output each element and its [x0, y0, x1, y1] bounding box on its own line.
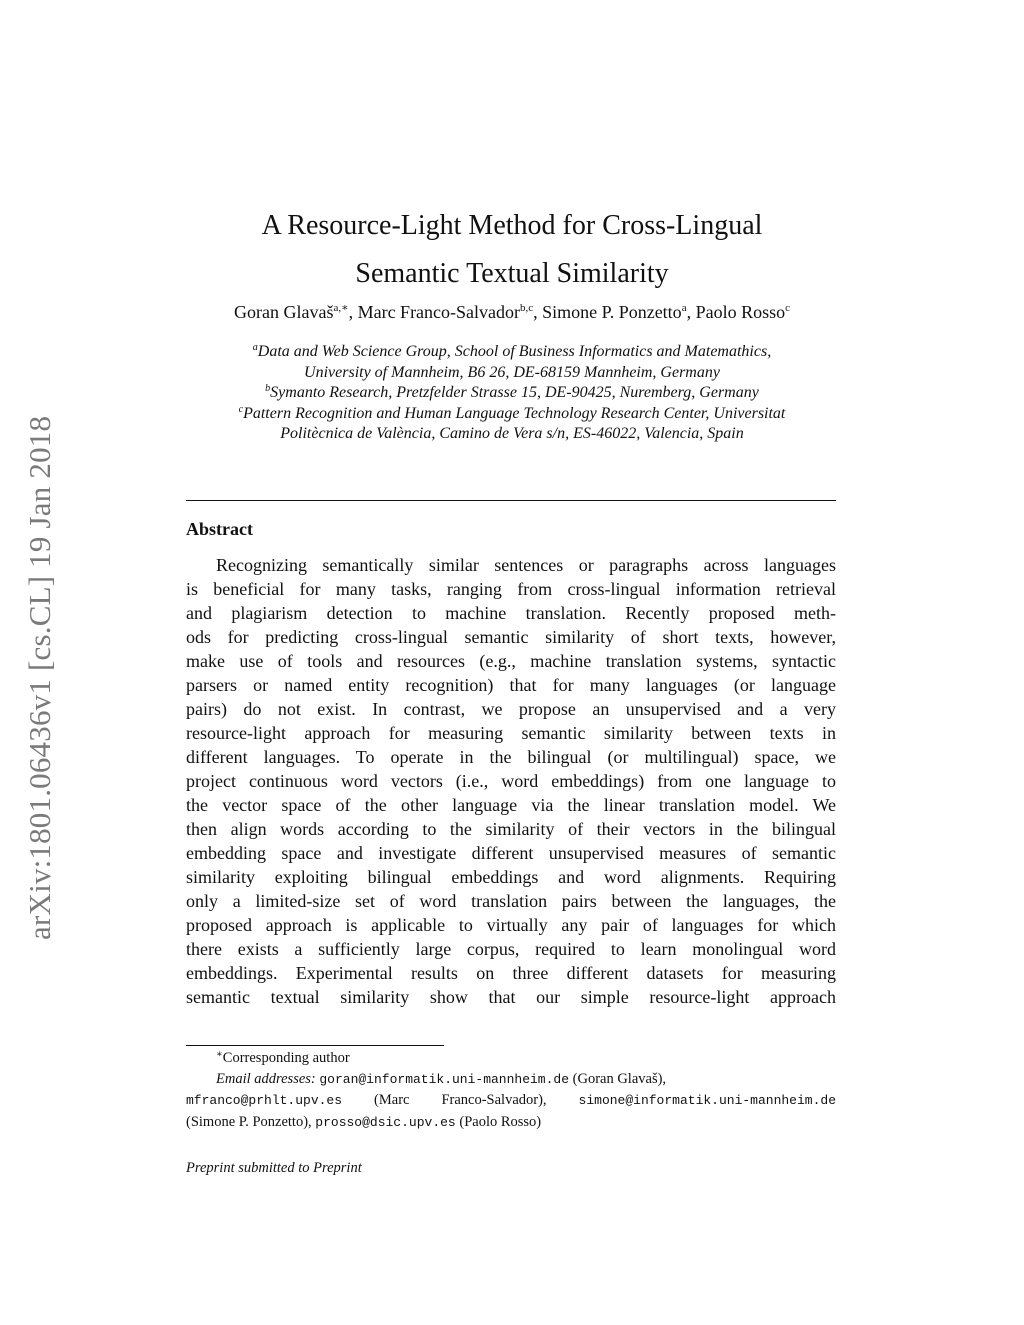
email-link[interactable]: mfranco@prhlt.upv.es: [186, 1093, 343, 1108]
email-owner: (Marc Franco-Salvador),: [374, 1092, 547, 1108]
footnote-email-line: [186, 1112, 836, 1134]
abstract-line: project continuous word vectors (i.e., word embeddings) from one language to: [186, 771, 836, 791]
title-line-1: A Resource-Light Method for Cross-Lingual: [261, 210, 763, 241]
author-separator: ,: [348, 302, 358, 322]
affiliation-mark: c: [238, 403, 244, 415]
abstract-top-rule: [186, 500, 836, 501]
abstract-body: [186, 553, 836, 1009]
email-link[interactable]: simone@informatik.uni-mannheim.de: [578, 1093, 836, 1108]
abstract-line: pairs) do not exist. In contrast, we propose an unsupervised and a very: [186, 699, 836, 719]
footnote-corresponding: [186, 1048, 836, 1069]
abstract-line: embeddings. Experimental results on three different datasets for measuring: [186, 963, 836, 983]
abstract-line: is beneficial for many tasks, ranging from cross-lingual information retrieval: [186, 579, 836, 599]
author-name: Marc Franco-Salvador: [357, 302, 521, 322]
affiliation-text: Symanto Research, Pretzfelder Strasse 15, DE-90425, Nuremberg, Germany: [270, 384, 759, 401]
paper-title: [0, 202, 1024, 298]
affiliation-b: [0, 383, 1024, 404]
abstract-line: ods for predicting cross-lingual semantic similarity of short texts, however,: [186, 627, 836, 647]
affiliation-text: Data and Web Science Group, School of Business Informatics and Matemathics,: [257, 343, 772, 360]
email-label: Email addresses:: [216, 1070, 316, 1087]
abstract-line: there exists a sufficiently large corpus, required to learn monolingual word: [186, 939, 836, 959]
author-affiliation-mark: b,c: [520, 302, 534, 314]
footnotes: [186, 1048, 836, 1133]
abstract-line: resource-light approach for measuring semantic similarity between texts in: [186, 723, 836, 743]
footnote-mark: ∗: [216, 1049, 223, 1060]
author-affiliation-mark: a,∗: [333, 302, 349, 314]
author-affiliation-mark: a: [681, 302, 687, 314]
footnote-rule: [186, 1045, 444, 1046]
footnote-email-line: [186, 1090, 836, 1112]
preprint-note: Preprint submitted to Preprint: [186, 1160, 362, 1176]
author-name: Goran Glavaš: [234, 302, 334, 322]
abstract-line: then align words according to the similarity of their vectors in the bilingual: [186, 819, 836, 839]
affiliation-mark: a: [252, 342, 258, 353]
email-link[interactable]: prosso@dsic.upv.es: [315, 1114, 456, 1130]
footnote-email-line: [186, 1069, 836, 1091]
affiliation-a: [0, 342, 1024, 363]
email-link[interactable]: goran@informatik.uni-mannheim.de: [319, 1071, 570, 1087]
footnote-text: Corresponding author: [222, 1050, 350, 1066]
email-owner: (Simone P. Ponzetto),: [186, 1113, 312, 1130]
abstract-line: semantic textual similarity show that our simple resource-light approach: [186, 987, 836, 1007]
affiliation-c-cont: Politècnica de València, Camino de Vera s/n, ES-46022, Valencia, Spain: [280, 425, 744, 442]
affiliation-text: Pattern Recognition and Human Language Technology Research Center, Universitat: [243, 404, 786, 422]
abstract-line: and plagiarism detection to machine translation. Recently proposed meth-: [186, 603, 836, 623]
abstract-line: proposed approach is applicable to virtually any pair of languages for which: [186, 915, 836, 935]
abstract-line: the vector space of the other language via the linear translation model. We: [186, 795, 836, 815]
affiliation-c: [0, 404, 1024, 425]
author-separator: ,: [533, 302, 543, 322]
abstract-line: parsers or named entity recognition) that for many languages (or language: [186, 675, 836, 695]
affiliation-mark: b: [265, 383, 271, 394]
author-affiliation-mark: c: [785, 302, 790, 314]
author-list: [0, 302, 1024, 323]
affiliation-a-cont: University of Mannheim, B6 26, DE-68159 Mannheim, Germany: [304, 363, 720, 381]
author-separator: ,: [686, 302, 696, 322]
abstract-line: only a limited-size set of word translation pairs between the languages, the: [186, 891, 836, 911]
affiliations: [0, 342, 1024, 445]
email-owner: (Paolo Rosso): [459, 1113, 542, 1130]
abstract-line: different languages. To operate in the bilingual (or multilingual) space, we: [186, 747, 836, 767]
author-name: Paolo Rosso: [695, 302, 786, 322]
email-owner: (Goran Glavaš),: [572, 1070, 667, 1087]
arxiv-identifier: arXiv:1801.06436v1 [cs.CL] 19 Jan 2018: [22, 415, 57, 940]
abstract-line: embedding space and investigate different unsupervised measures of semantic: [186, 843, 836, 863]
author-name: Simone P. Ponzetto: [542, 302, 682, 322]
abstract-line: Recognizing semantically similar sentences or paragraphs across languages: [216, 555, 836, 575]
abstract-line: make use of tools and resources (e.g., machine translation systems, syntactic: [186, 651, 836, 671]
abstract-heading: Abstract: [186, 519, 253, 539]
title-line-2: Semantic Textual Similarity: [355, 258, 669, 289]
abstract-line: similarity exploiting bilingual embeddings and word alignments. Requiring: [186, 867, 836, 887]
